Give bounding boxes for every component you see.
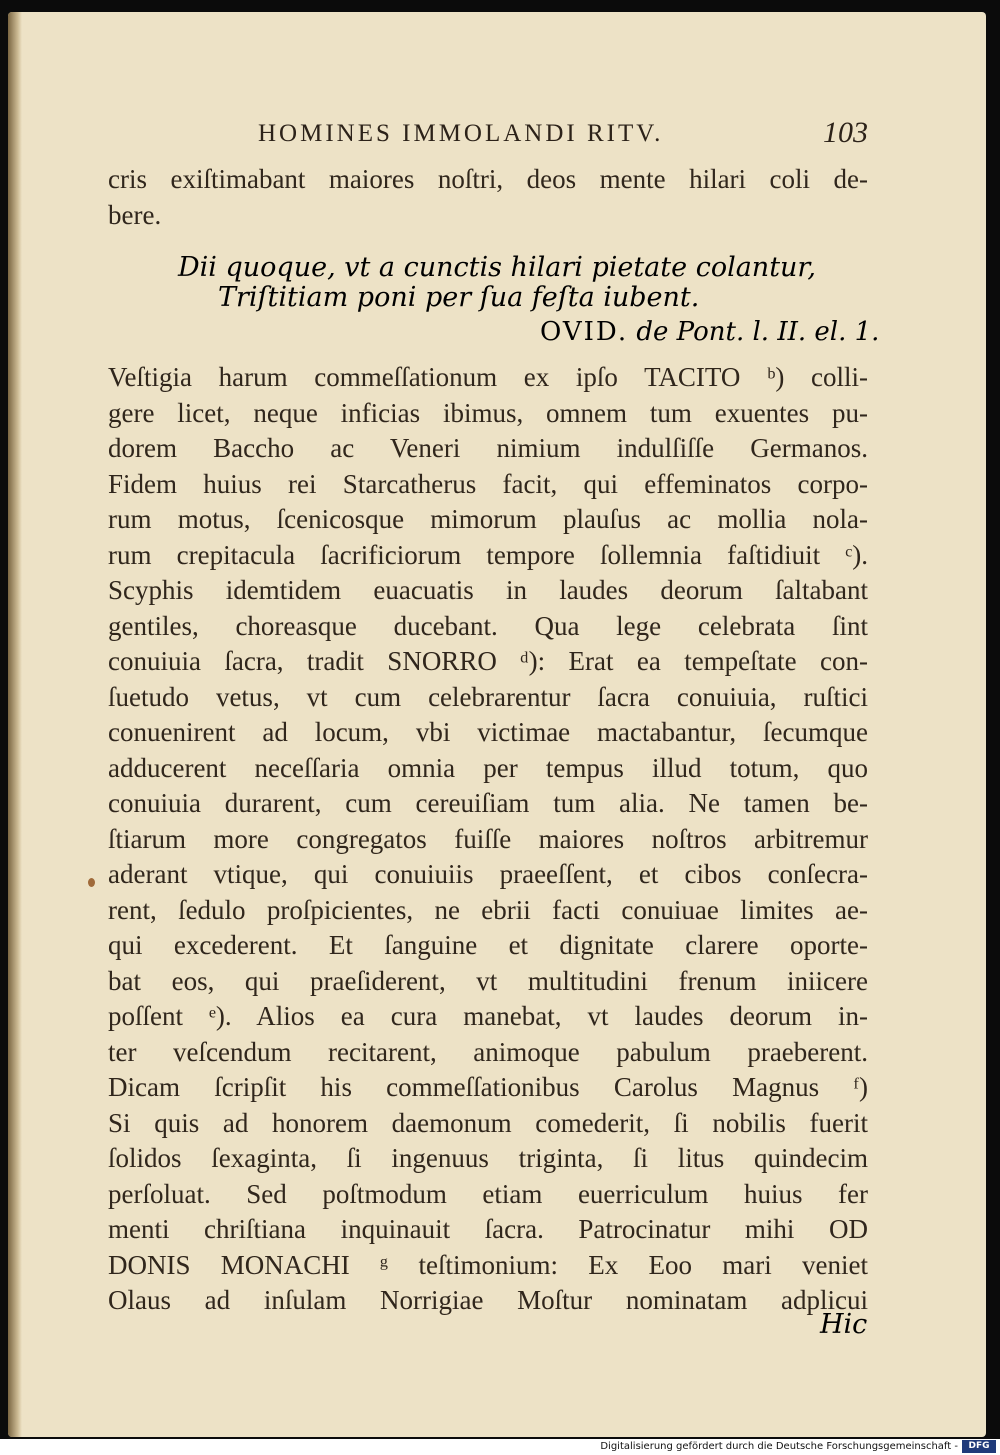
text-line: bere. <box>108 199 162 230</box>
text-line: ſtiarum more congregatos fuiſſe maiores noſtros arbitremur <box>108 823 868 854</box>
text-line: ſuetudo vetus, vt cum celebrarentur ſacra conuiuia, ruſtici <box>108 681 868 712</box>
body-text <box>108 360 868 1319</box>
digitization-footer <box>0 1439 1000 1455</box>
text-line: ſolidos ſexaginta, ſi ingenuus triginta, ſi litus quindecim <box>108 1143 868 1173</box>
page-number: 103 <box>823 116 868 149</box>
text-line: conuiuia durarent, cum cereuiſiam tum alia. Ne tamen be- <box>108 788 868 818</box>
ink-stain <box>88 878 95 887</box>
catchword: Hic <box>820 1309 868 1340</box>
text-line: DONIS MONACHI ᵍ teſtimonium: Ex Eoo mari veniet <box>108 1249 868 1280</box>
text-line: qui excederent. Et ſanguine et dignitate clarere oporte- <box>108 930 868 960</box>
book-page <box>8 12 986 1437</box>
footer-credit: Digitalisierung gefördert durch die Deutsche Forschungsgemeinschaft - <box>600 1441 958 1452</box>
text-line: cris exiſtimabant maiores noſtri, deos mente hilari coli de- <box>108 164 868 194</box>
text-line: menti chriſtiana inquinauit ſacra. Patrocinatur mihi OD <box>108 1214 868 1244</box>
running-head: HOMINES IMMOLANDI RITV. <box>258 120 664 147</box>
text-line: Fidem huius rei Starcatherus facit, qui effeminatos corpo- <box>108 468 868 499</box>
dfg-logo-icon: DFG <box>962 1440 996 1453</box>
text-line: gere licet, neque inficias ibimus, omnem tum exuentes pu- <box>108 397 868 428</box>
text-line: aderant vtique, qui conuiuiis praeeſſent, et cibos conſecra- <box>108 859 868 889</box>
text-line: bat eos, qui praeſiderent, vt multitudini frenum iniicere <box>108 965 868 996</box>
text-line: rum motus, ſcenicosque mimorum plauſus ac mollia nola- <box>108 504 868 534</box>
text-line: Si quis ad honorem daemonum comederit, ſi nobilis fuerit <box>108 1107 868 1138</box>
text-line: conuiuia ſacra, tradit SNORRO ᵈ): Erat ea tempeſtate con- <box>108 646 868 676</box>
text-line: ter veſcendum recitarent, animoque pabulum praeberent. <box>108 1036 868 1067</box>
text-line: rum crepitacula ſacrificiorum tempore ſollemnia faſtidiuit ᶜ). <box>108 539 868 570</box>
text-line: dorem Baccho ac Veneri nimium indulſiſſe Germanos. <box>108 433 868 463</box>
text-line: poſſent ᵉ). Alios ea cura manebat, vt laudes deorum in- <box>108 1001 868 1031</box>
text-line: conuenirent ad locum, vbi victimae mactabantur, ſecumque <box>108 717 868 747</box>
text-line: Dicam ſcripſit his commeſſationibus Carolus Magnus ᶠ) <box>108 1072 868 1102</box>
verse-line-1: Dii quoque, vt a cunctis hilari pietate colantur, <box>178 252 816 283</box>
text-line: adducerent neceſſaria omnia per tempus illud totum, quo <box>108 752 868 783</box>
text-line: Olaus ad inſulam Norrigiae Moſtur nominatam adplicui <box>108 1285 868 1315</box>
page-gutter-shadow <box>8 12 22 1437</box>
text-line: perſoluat. Sed poſtmodum etiam euerriculum huius fer <box>108 1178 868 1209</box>
citation-work: de Pont. l. II. el. 1. <box>636 317 880 347</box>
text-line: rent, ſedulo proſpicientes, ne ebrii facti conuiuae limites ae- <box>108 894 868 925</box>
verse-line-2: Triſtitiam poni per ſua feſta iubent. <box>218 282 700 313</box>
text-line: gentiles, choreasque ducebant. Qua lege celebrata ſint <box>108 610 868 641</box>
text-line: Veſtigia harum commeſſationum ex ipſo TACITO ᵇ) colli- <box>108 362 868 392</box>
verse-citation <box>540 317 879 347</box>
top-lines <box>108 162 868 233</box>
citation-author: OVID. <box>540 317 629 347</box>
text-line: Scyphis idemtidem euacuatis in laudes deorum ſaltabant <box>108 575 868 605</box>
